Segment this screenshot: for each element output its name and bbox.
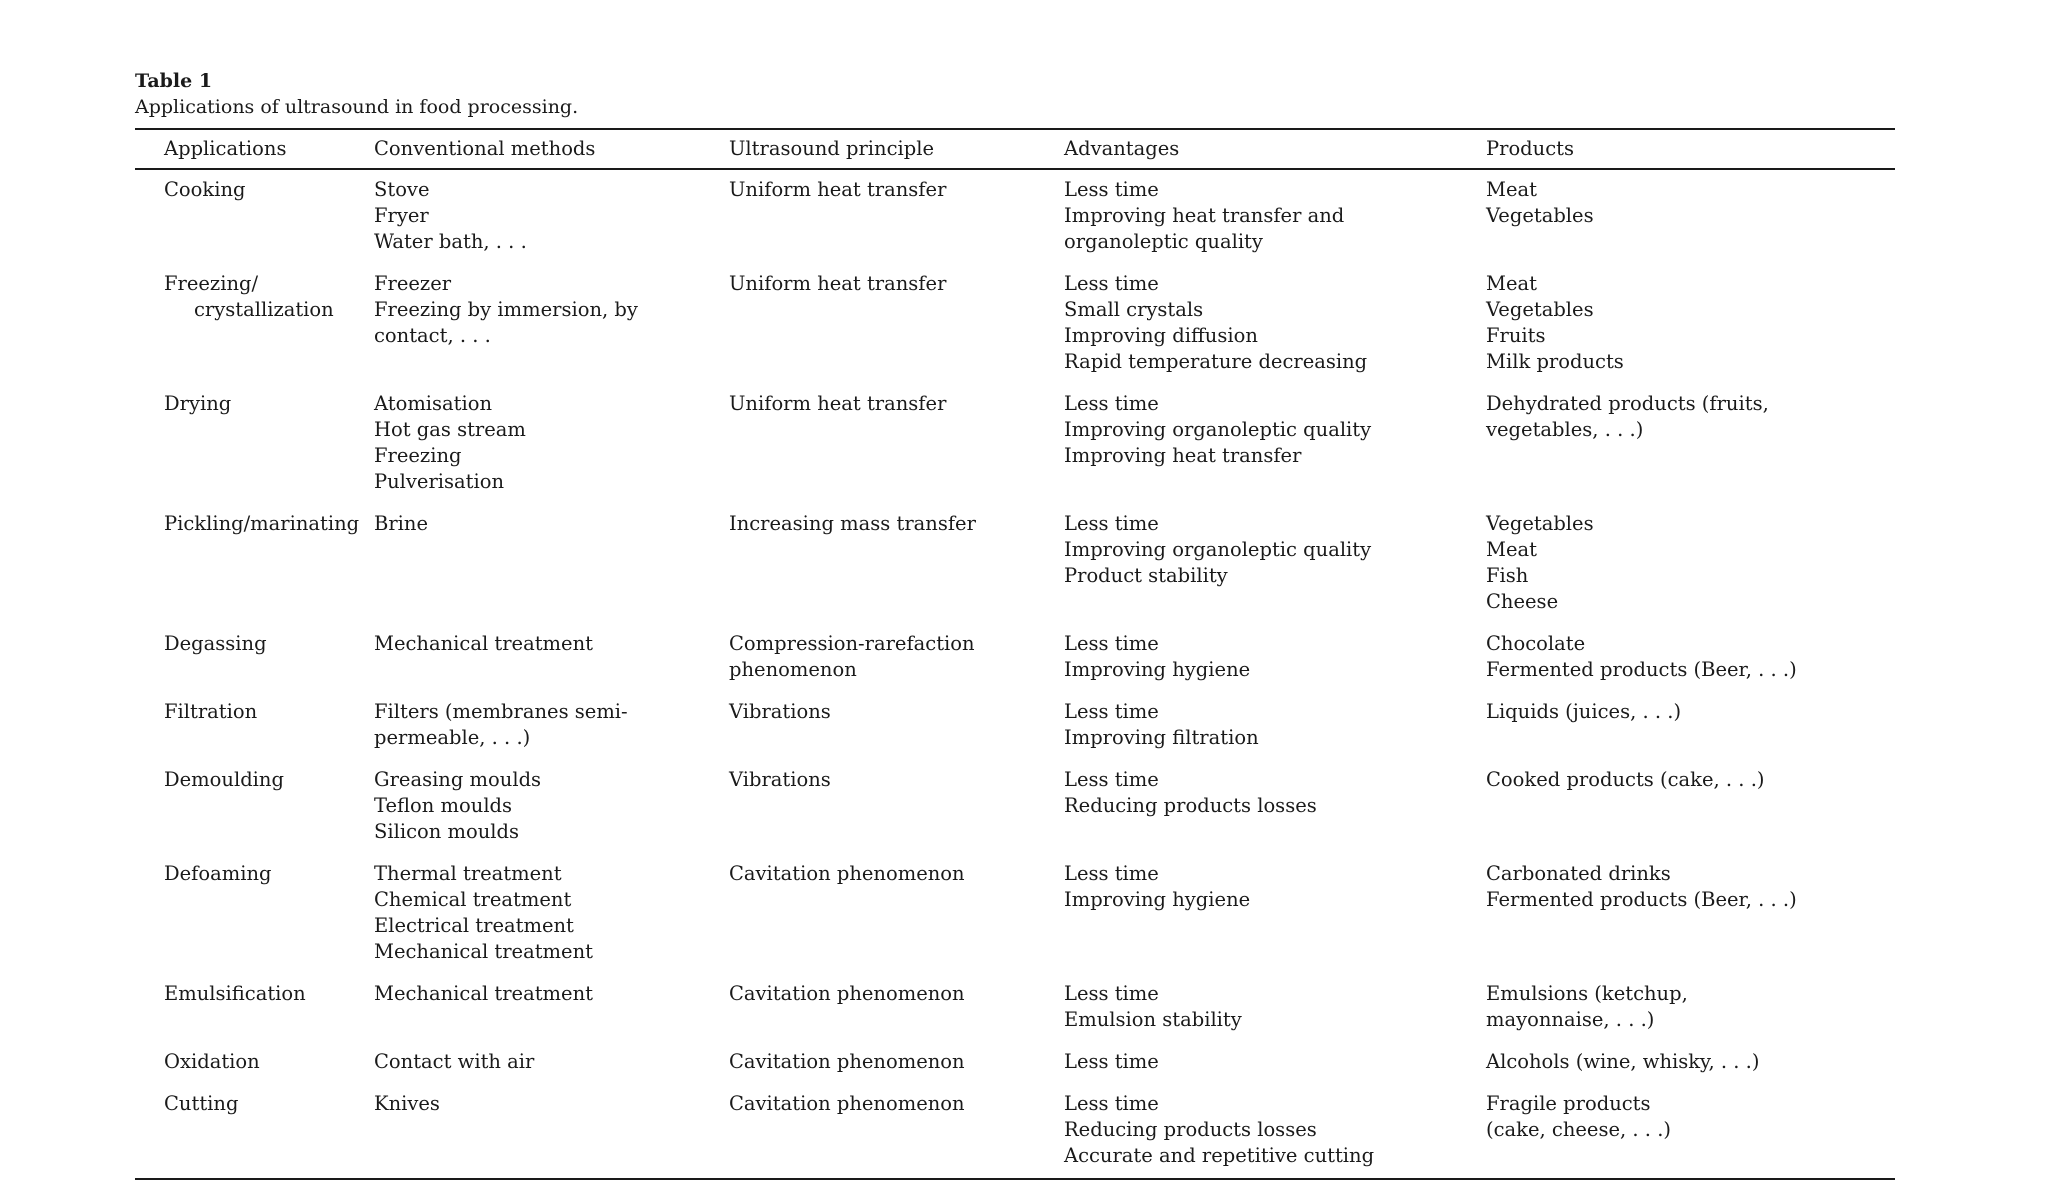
ultrasound-principle-cell xyxy=(729,981,1064,1033)
cell-line: Improving organoleptic quality xyxy=(1064,538,1372,561)
cell-line: Degassing xyxy=(164,632,267,655)
cell-line: phenomenon xyxy=(729,658,857,681)
cell-line: Cavitation phenomenon xyxy=(729,1092,965,1115)
conventional-methods-cell xyxy=(374,767,729,845)
ultrasound-principle-cell xyxy=(729,1091,1064,1169)
ultrasound-principle-cell xyxy=(729,699,1064,751)
conventional-methods-cell xyxy=(374,1091,729,1169)
cell-line: Contact with air xyxy=(374,1050,535,1073)
cell-line: Less time xyxy=(1064,1050,1159,1073)
cell-line: Mechanical treatment xyxy=(374,632,593,655)
conventional-methods-cell xyxy=(374,699,729,751)
cell-line: Greasing moulds xyxy=(374,768,542,791)
cell-line: Less time xyxy=(1064,512,1159,535)
advantages-cell xyxy=(1064,177,1486,255)
products-cell xyxy=(1486,177,1895,255)
table-row xyxy=(135,974,1895,1042)
advantages-cell xyxy=(1064,271,1486,375)
application-cell xyxy=(135,631,374,683)
cell-line: Less time xyxy=(1064,700,1159,723)
cell-line: Improving diffusion xyxy=(1064,324,1258,347)
cell-line: Chemical treatment xyxy=(374,888,572,911)
applications-table xyxy=(135,128,1895,1180)
cell-line: Cutting xyxy=(164,1092,239,1115)
application-cell xyxy=(135,861,374,965)
ultrasound-principle-cell xyxy=(729,767,1064,845)
cell-line: organoleptic quality xyxy=(1064,230,1263,253)
cell-line: Freezing/ xyxy=(164,272,259,295)
products-cell xyxy=(1486,1091,1895,1169)
header-ultrasound-principle: Ultrasound principle xyxy=(729,137,935,160)
cell-line: (cake, cheese, . . .) xyxy=(1486,1118,1672,1141)
cell-line: Carbonated drinks xyxy=(1486,862,1671,885)
conventional-methods-cell xyxy=(374,1049,729,1075)
conventional-methods-cell xyxy=(374,631,729,683)
cell-line: Meat xyxy=(1486,538,1537,561)
cell-line: Teflon moulds xyxy=(374,794,513,817)
cell-line: Reducing products losses xyxy=(1064,1118,1317,1141)
cell-line: Uniform heat transfer xyxy=(729,178,947,201)
cell-line: Vegetables xyxy=(1486,204,1594,227)
cell-line: Emulsions (ketchup, xyxy=(1486,982,1688,1005)
cell-line: Liquids (juices, . . .) xyxy=(1486,700,1682,723)
document xyxy=(135,68,1895,1180)
cell-line: Demoulding xyxy=(164,768,284,791)
cell-line: Less time xyxy=(1064,392,1159,415)
header-applications: Applications xyxy=(164,137,287,160)
advantages-cell xyxy=(1064,511,1486,615)
table-caption-title: Table 1 xyxy=(135,70,213,92)
application-cell xyxy=(135,1091,374,1169)
cell-line: Rapid temperature decreasing xyxy=(1064,350,1368,373)
table-row xyxy=(135,1084,1895,1178)
cell-line: Less time xyxy=(1064,272,1159,295)
application-cell xyxy=(135,1049,374,1075)
application-cell xyxy=(135,271,374,375)
cell-line: Improving filtration xyxy=(1064,726,1259,749)
advantages-cell xyxy=(1064,1091,1486,1169)
cell-line: Oxidation xyxy=(164,1050,260,1073)
cell-line: Emulsion stability xyxy=(1064,1008,1242,1031)
cell-line: Meat xyxy=(1486,272,1537,295)
cell-line: Water bath, . . . xyxy=(374,230,527,253)
conventional-methods-cell xyxy=(374,511,729,615)
conventional-methods-cell xyxy=(374,861,729,965)
table-row xyxy=(135,854,1895,974)
cell-line: Chocolate xyxy=(1486,632,1586,655)
cell-line: Electrical treatment xyxy=(374,914,574,937)
cell-line: Mechanical treatment xyxy=(374,982,593,1005)
table-header-row xyxy=(135,130,1895,170)
cell-line: Less time xyxy=(1064,862,1159,885)
ultrasound-principle-cell xyxy=(729,391,1064,495)
cell-line: Uniform heat transfer xyxy=(729,392,947,415)
cell-line: Dehydrated products (fruits, xyxy=(1486,392,1769,415)
cell-line: mayonnaise, . . .) xyxy=(1486,1008,1655,1031)
cell-line: Less time xyxy=(1064,1092,1159,1115)
products-cell xyxy=(1486,1049,1895,1075)
cell-line: Compression-rarefaction xyxy=(729,632,975,655)
cell-line: Thermal treatment xyxy=(374,862,562,885)
cell-line: Pulverisation xyxy=(374,470,505,493)
products-cell xyxy=(1486,511,1895,615)
ultrasound-principle-cell xyxy=(729,511,1064,615)
cell-line: Freezer xyxy=(374,272,452,295)
table-row xyxy=(135,384,1895,504)
cell-line: Filters (membranes semi- xyxy=(374,700,628,723)
cell-line: Cavitation phenomenon xyxy=(729,1050,965,1073)
application-cell xyxy=(135,699,374,751)
cell-line: Brine xyxy=(374,512,428,535)
cell-line: Improving hygiene xyxy=(1064,658,1251,681)
cell-line: Cheese xyxy=(1486,590,1559,613)
ultrasound-principle-cell xyxy=(729,271,1064,375)
cell-line: Less time xyxy=(1064,768,1159,791)
cell-line: Increasing mass transfer xyxy=(729,512,976,535)
cell-line: Less time xyxy=(1064,632,1159,655)
table-row xyxy=(135,692,1895,760)
advantages-cell xyxy=(1064,981,1486,1033)
cell-line: Fragile products xyxy=(1486,1092,1651,1115)
table-body xyxy=(135,170,1895,1178)
cell-line: contact, . . . xyxy=(374,324,491,347)
advantages-cell xyxy=(1064,767,1486,845)
conventional-methods-cell xyxy=(374,271,729,375)
products-cell xyxy=(1486,391,1895,495)
advantages-cell xyxy=(1064,699,1486,751)
cell-line: Drying xyxy=(164,392,232,415)
cell-line: Less time xyxy=(1064,178,1159,201)
application-cell xyxy=(135,981,374,1033)
cell-line: Alcohols (wine, whisky, . . .) xyxy=(1486,1050,1760,1073)
table-row xyxy=(135,624,1895,692)
cell-line: Fermented products (Beer, . . .) xyxy=(1486,888,1797,911)
products-cell xyxy=(1486,699,1895,751)
cell-line: Freezing xyxy=(374,444,462,467)
cell-line: vegetables, . . .) xyxy=(1486,418,1644,441)
cell-line: Freezing by immersion, by xyxy=(374,298,638,321)
cell-line: Reducing products losses xyxy=(1064,794,1317,817)
products-cell xyxy=(1486,631,1895,683)
header-conventional-methods: Conventional methods xyxy=(374,137,596,160)
cell-line: Emulsification xyxy=(164,982,306,1005)
cell-line: Hot gas stream xyxy=(374,418,526,441)
cell-line: crystallization xyxy=(194,298,334,321)
cell-line: Fryer xyxy=(374,204,429,227)
advantages-cell xyxy=(1064,861,1486,965)
conventional-methods-cell xyxy=(374,981,729,1033)
products-cell xyxy=(1486,271,1895,375)
advantages-cell xyxy=(1064,391,1486,495)
header-advantages: Advantages xyxy=(1064,137,1180,160)
advantages-cell xyxy=(1064,1049,1486,1075)
application-cell xyxy=(135,511,374,615)
advantages-cell xyxy=(1064,631,1486,683)
cell-line: Defoaming xyxy=(164,862,272,885)
cell-line: Silicon moulds xyxy=(374,820,520,843)
cell-line: permeable, . . .) xyxy=(374,726,531,749)
cell-line: Cavitation phenomenon xyxy=(729,982,965,1005)
cell-line: Fruits xyxy=(1486,324,1546,347)
cell-line: Pickling/marinating xyxy=(164,512,360,535)
cell-line: Filtration xyxy=(164,700,258,723)
cell-line: Accurate and repetitive cutting xyxy=(1064,1144,1375,1167)
ultrasound-principle-cell xyxy=(729,1049,1064,1075)
cell-line: Cavitation phenomenon xyxy=(729,862,965,885)
cell-line: Knives xyxy=(374,1092,440,1115)
cell-line: Cooked products (cake, . . .) xyxy=(1486,768,1765,791)
header-products: Products xyxy=(1486,137,1574,160)
cell-line: Small crystals xyxy=(1064,298,1204,321)
conventional-methods-cell xyxy=(374,391,729,495)
cell-line: Meat xyxy=(1486,178,1537,201)
products-cell xyxy=(1486,767,1895,845)
cell-line: Mechanical treatment xyxy=(374,940,593,963)
table-row xyxy=(135,504,1895,624)
table-row xyxy=(135,170,1895,264)
cell-line: Vibrations xyxy=(729,768,831,791)
cell-line: Uniform heat transfer xyxy=(729,272,947,295)
cell-line: Less time xyxy=(1064,982,1159,1005)
table-row xyxy=(135,264,1895,384)
cell-line: Fish xyxy=(1486,564,1529,587)
application-cell xyxy=(135,177,374,255)
application-cell xyxy=(135,391,374,495)
cell-line: Improving heat transfer and xyxy=(1064,204,1345,227)
cell-line: Product stability xyxy=(1064,564,1228,587)
cell-line: Improving hygiene xyxy=(1064,888,1251,911)
ultrasound-principle-cell xyxy=(729,861,1064,965)
table-row xyxy=(135,760,1895,854)
cell-line: Vibrations xyxy=(729,700,831,723)
table-caption-text: Applications of ultrasound in food processing. xyxy=(135,96,579,118)
conventional-methods-cell xyxy=(374,177,729,255)
products-cell xyxy=(1486,981,1895,1033)
application-cell xyxy=(135,767,374,845)
cell-line: Improving organoleptic quality xyxy=(1064,418,1372,441)
cell-line: Atomisation xyxy=(374,392,493,415)
ultrasound-principle-cell xyxy=(729,177,1064,255)
cell-line: Improving heat transfer xyxy=(1064,444,1302,467)
cell-line: Milk products xyxy=(1486,350,1624,373)
ultrasound-principle-cell xyxy=(729,631,1064,683)
cell-line: Fermented products (Beer, . . .) xyxy=(1486,658,1797,681)
cell-line: Cooking xyxy=(164,178,246,201)
products-cell xyxy=(1486,861,1895,965)
table-row xyxy=(135,1042,1895,1084)
cell-line: Vegetables xyxy=(1486,298,1594,321)
cell-line: Vegetables xyxy=(1486,512,1594,535)
cell-line: Stove xyxy=(374,178,430,201)
